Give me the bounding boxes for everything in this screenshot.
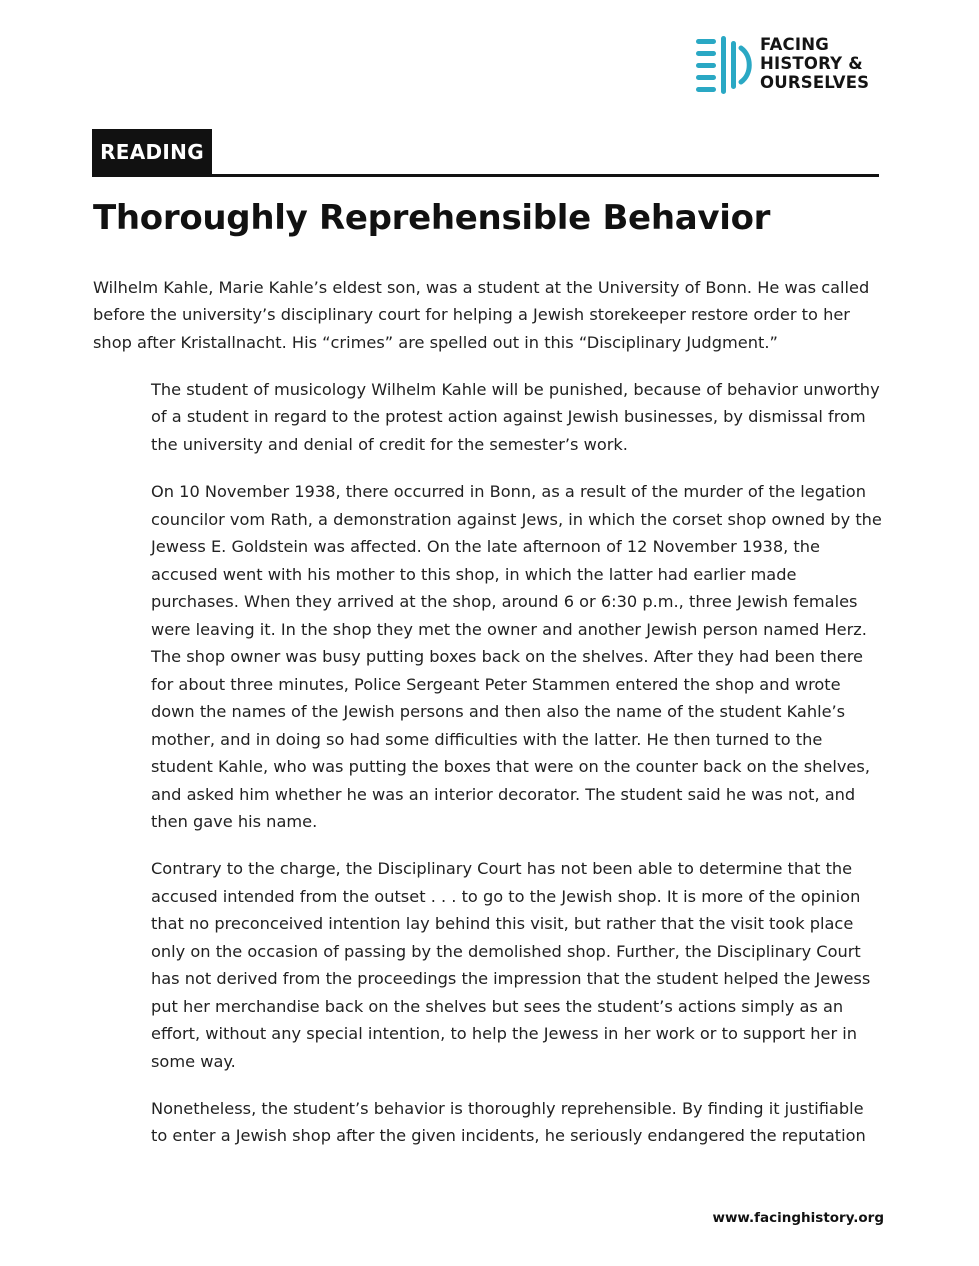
text-line: for about three minutes, Police Sergeant Peter Stammen entered the shop and wrote <box>151 675 841 694</box>
page-title: Thoroughly Reprehensible Behavior <box>93 198 771 238</box>
text-line: before the university’s disciplinary court for helping a Jewish storekeeper restore order to her <box>93 305 850 324</box>
text-line: put her merchandise back on the shelves but sees the student’s actions simply as an <box>151 997 844 1016</box>
facing-history-mark-icon <box>696 36 754 94</box>
text-line: Wilhelm Kahle, Marie Kahle’s eldest son, was a student at the University of Bonn. He was called <box>93 278 870 297</box>
text-line: The shop owner was busy putting boxes back on the shelves. After they had been there <box>151 647 863 666</box>
text-line: The student of musicology Wilhelm Kahle will be punished, because of behavior unworthy <box>151 380 880 399</box>
text-line: councilor vom Rath, a demonstration against Jews, in which the corset shop owned by the <box>151 510 882 529</box>
text-line: shop after Kristallnacht. His “crimes” are spelled out in this “Disciplinary Judgment.” <box>93 333 778 352</box>
footer-website-link[interactable]: www.facinghistory.org <box>712 1210 884 1226</box>
text-line: effort, without any special intention, to help the Jewess in her work or to support her in <box>151 1024 858 1043</box>
text-line: were leaving it. In the shop they met the owner and another Jewish person named Herz. <box>151 620 867 639</box>
text-line: On 10 November 1938, there occurred in Bonn, as a result of the murder of the legation <box>151 482 866 501</box>
text-line: Contrary to the charge, the Disciplinary Court has not been able to determine that the <box>151 859 853 878</box>
facing-history-logo <box>696 34 896 96</box>
header-divider <box>92 174 879 177</box>
text-line: has not derived from the proceedings the impression that the student helped the Jewess <box>151 969 871 988</box>
text-line: that no preconceived intention lay behind this visit, but rather that the visit took place <box>151 914 854 933</box>
text-line: to enter a Jewish shop after the given incidents, he seriously endangered the reputation <box>151 1126 866 1145</box>
logo-line-1: FACING <box>760 35 829 54</box>
text-line: then gave his name. <box>151 812 318 831</box>
reading-label: READING <box>92 129 212 176</box>
text-line: only on the occasion of passing by the demolished shop. Further, the Disciplinary Court <box>151 942 861 961</box>
text-line: some way. <box>151 1052 236 1071</box>
text-line: down the names of the Jewish persons and then also the name of the student Kahle’s <box>151 702 846 721</box>
text-line: the university and denial of credit for the semester’s work. <box>151 435 628 454</box>
text-line: purchases. When they arrived at the shop, around 6 or 6:30 p.m., three Jewish females <box>151 592 858 611</box>
logo-wordmark <box>760 35 869 92</box>
text-line: accused went with his mother to this shop, in which the latter had earlier made <box>151 565 797 584</box>
text-line: accused intended from the outset . . . to go to the Jewish shop. It is more of the opinion <box>151 887 861 906</box>
text-line: of a student in regard to the protest action against Jewish businesses, by dismissal from <box>151 407 866 426</box>
logo-line-2: HISTORY & <box>760 54 863 73</box>
logo-line-3: OURSELVES <box>760 73 870 92</box>
text-line: student Kahle, who was putting the boxes that were on the counter back on the shelves, <box>151 757 870 776</box>
text-line: and asked him whether he was an interior decorator. The student said he was not, and <box>151 785 856 804</box>
text-line: Jewess E. Goldstein was affected. On the late afternoon of 12 November 1938, the <box>151 537 820 556</box>
text-line: mother, and in doing so had some difficulties with the latter. He then turned to the <box>151 730 823 749</box>
text-line: Nonetheless, the student’s behavior is thoroughly reprehensible. By finding it justifiable <box>151 1099 864 1118</box>
